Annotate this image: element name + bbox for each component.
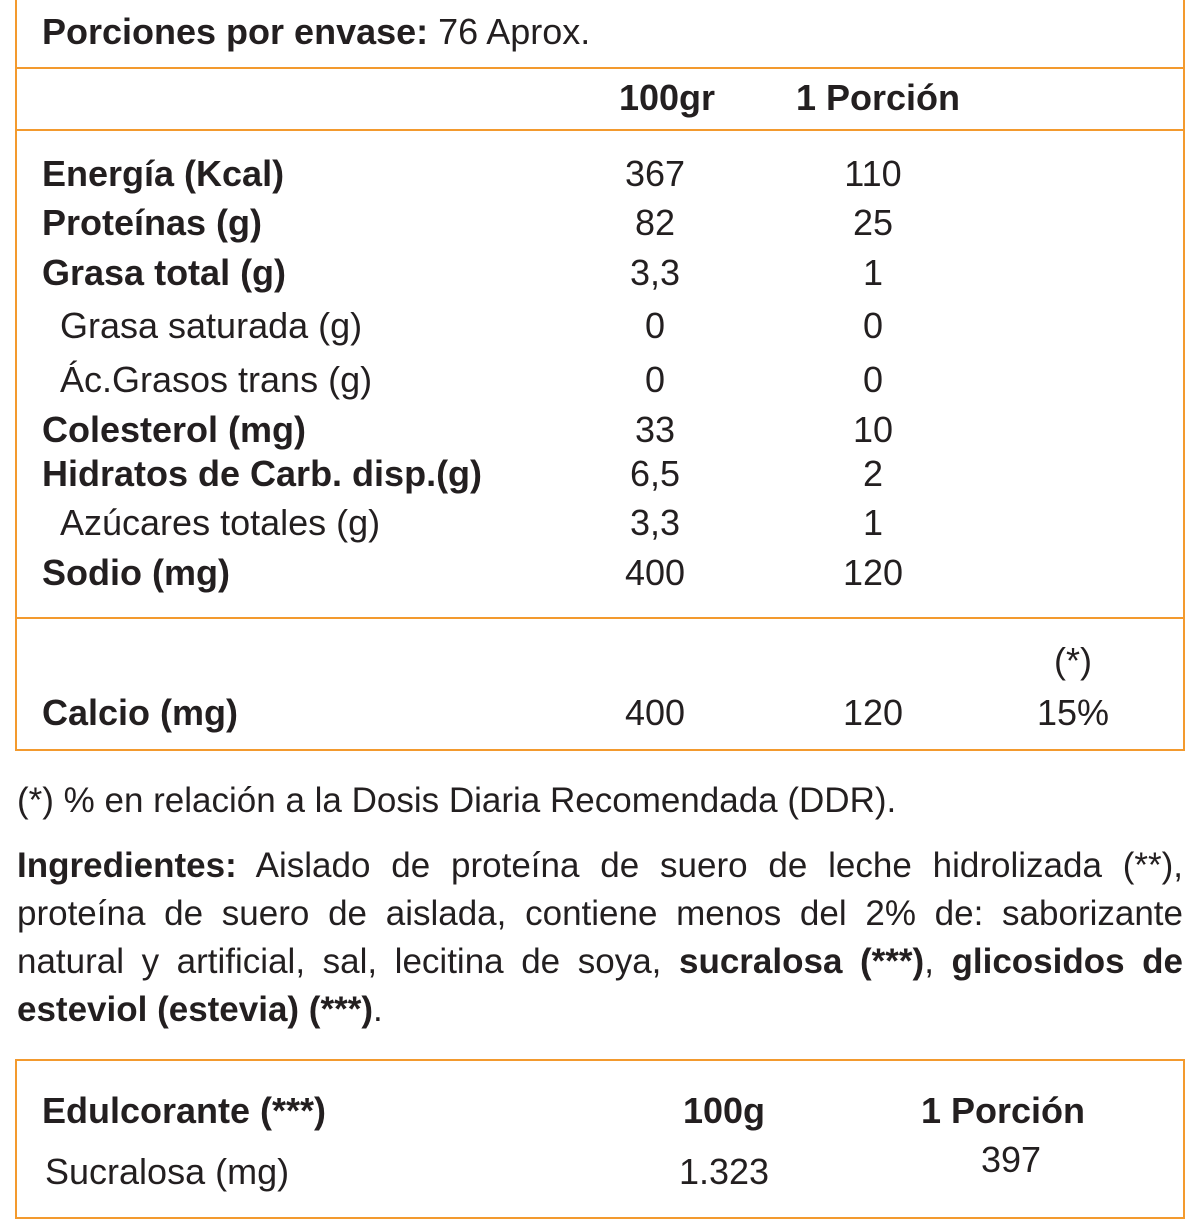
nutrient-value-100g: 0 xyxy=(644,359,666,400)
nutrient-value-portion: 0 xyxy=(862,359,884,400)
nutrient-label: Azúcares totales (g) xyxy=(60,502,381,543)
ddr-footnote: (*) % en relación a la Dosis Diaria Recomendada (DDR). xyxy=(17,781,897,820)
servings-line xyxy=(42,11,591,52)
nutrient-value-portion: 2 xyxy=(862,453,884,494)
calcium-100g: 400 xyxy=(624,692,686,733)
nutrient-value-100g: 3,3 xyxy=(629,252,681,293)
nutrient-label: Ác.Grasos trans (g) xyxy=(60,359,373,400)
nutrient-value-portion: 25 xyxy=(852,202,894,243)
nutrient-value-100g: 6,5 xyxy=(629,453,681,494)
nutrient-value-portion: 110 xyxy=(844,153,902,194)
ingredient-stevia: glicosidos de esteviol (estevia) (***) xyxy=(17,942,1184,1029)
nutrient-label: Grasa total (g) xyxy=(42,252,287,293)
nutrient-label: Sodio (mg) xyxy=(42,552,230,593)
nutrient-label: Colesterol (mg) xyxy=(42,409,307,450)
sweetener-col-portion: 1 Porción xyxy=(920,1090,1086,1131)
nutrient-label: Energía (Kcal) xyxy=(42,153,285,194)
nutrient-value-100g: 0 xyxy=(644,305,666,346)
nutrient-label: Grasa saturada (g) xyxy=(60,305,363,346)
nutrient-label: Proteínas (g) xyxy=(42,202,263,243)
nutrient-value-100g: 400 xyxy=(624,552,686,593)
nutrient-value-100g: 367 xyxy=(624,153,686,194)
nutrient-value-100g: 33 xyxy=(634,409,676,450)
nutrient-label: Hidratos de Carb. disp.(g) xyxy=(42,453,483,494)
sweetener-value-100g: 1.323 xyxy=(678,1151,770,1192)
col-header-100g: 100gr xyxy=(618,77,716,118)
calcium-ddr: 15% xyxy=(1036,692,1110,733)
ingredient-sucralose: sucralosa (***) xyxy=(678,942,925,981)
nutrient-value-portion: 120 xyxy=(842,552,904,593)
ddr-mark: (*) xyxy=(1054,640,1092,681)
sweetener-value-portion: 397 xyxy=(980,1139,1042,1180)
nutrient-value-portion: 0 xyxy=(862,305,884,346)
nutrient-value-100g: 3,3 xyxy=(629,502,681,543)
ingredients-end: . xyxy=(372,990,383,1029)
nutrient-value-portion: 1 xyxy=(862,502,884,543)
sweetener-title: Edulcorante (***) xyxy=(42,1090,327,1131)
servings-value: 76 Aprox. xyxy=(438,11,591,52)
servings-label: Porciones por envase: xyxy=(42,11,429,52)
ingredients-separator: , xyxy=(924,942,952,981)
divider-calcium xyxy=(15,617,1185,619)
nutrient-value-portion: 1 xyxy=(862,252,884,293)
divider-columns xyxy=(15,129,1185,131)
divider-header xyxy=(15,67,1185,69)
ingredients-paragraph xyxy=(17,842,1183,1034)
nutrient-value-portion: 10 xyxy=(852,409,894,450)
sweetener-col-100g: 100g xyxy=(682,1090,766,1131)
nutrient-value-100g: 82 xyxy=(634,202,676,243)
calcium-label: Calcio (mg) xyxy=(42,692,239,733)
col-header-portion: 1 Porción xyxy=(795,77,961,118)
ingredients-title: Ingredientes: xyxy=(17,846,237,885)
ingredients-text: Aislado de proteína de suero de leche hidrolizada (**), proteína de suero de aislada, contiene menos del 2% de: saborizante natural y artificial, sal, lecitina de soya, xyxy=(17,846,1183,981)
sweetener-label: Sucralosa (mg) xyxy=(45,1151,290,1192)
calcium-portion: 120 xyxy=(842,692,904,733)
